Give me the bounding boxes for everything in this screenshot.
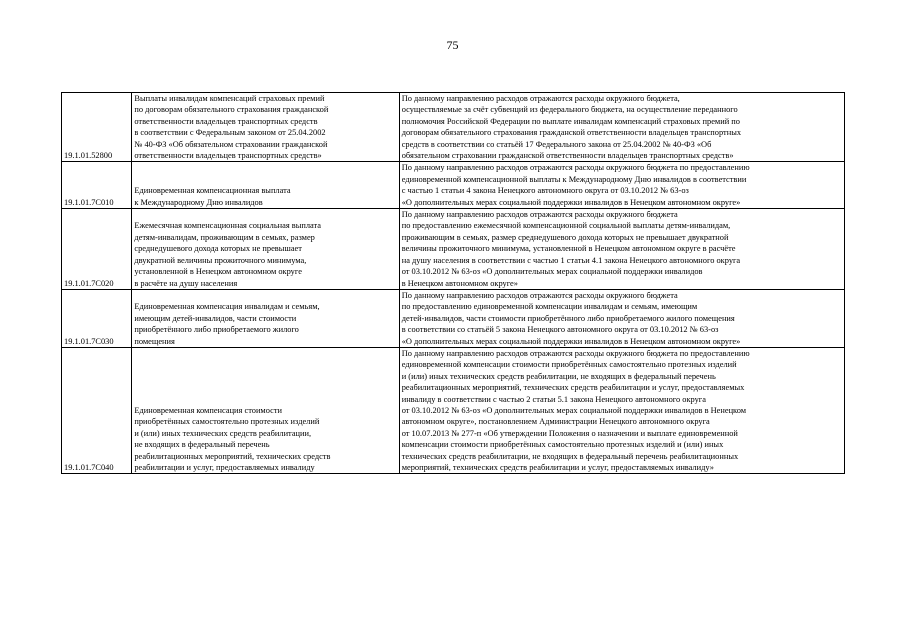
expense-description-line: в Ненецком автономном округе» — [401, 278, 518, 288]
expense-name-line: Единовременная компенсационная выплата — [134, 186, 291, 196]
page-number: 75 — [446, 38, 459, 52]
expense-name-cell — [132, 209, 399, 290]
expense-description-line: в соответствии со статьёй 5 закона Ненецкого автономного округа от 03.10.2012 № 63-оз — [401, 325, 719, 335]
expense-description-cell — [399, 209, 844, 290]
expense-name-line: по договорам обязательного страхования гражданской — [134, 105, 329, 115]
budget-classification-table — [61, 92, 845, 474]
expense-description-cell — [399, 162, 844, 209]
expense-description-line: по предоставлению ежемесячной компенсационной социальной выплаты детям-инвалидам, — [401, 221, 731, 231]
expense-name-line: реабилитационных мероприятий, технических средств — [134, 451, 331, 461]
expense-description-line: от 03.10.2012 № 63-оз «О дополнительных мерах социальной поддержки инвалидов — [401, 267, 703, 277]
expense-description-line: компенсации стоимости приобретённых самостоятельно протезных изделий и (или) иных — [401, 440, 724, 450]
expense-name-line: Ежемесячная компенсационная социальная выплата — [134, 221, 322, 231]
expense-name-line: приобретённого либо приобретаемого жилого — [134, 325, 299, 335]
expense-code-cell: 19.1.01.52800 — [62, 93, 132, 162]
expense-name-line: и (или) иных технических средств реабилитации, — [134, 428, 312, 438]
expense-name-line: двукратной величины прожиточного минимума, — [134, 255, 307, 265]
expense-description-line: проживающим в семьях, размер среднедушевого дохода которых не превышает двукратной — [401, 232, 729, 242]
expense-name-cell — [132, 347, 399, 473]
expense-name-line: имеющим детей-инвалидов, части стоимости — [134, 313, 297, 323]
expense-name-line: ответственности владельцев транспортных средств» — [134, 151, 322, 161]
expense-name-line: реабилитации и услуг, предоставляемых инвалиду — [134, 463, 315, 472]
expense-name-line: № 40-ФЗ «Об обязательном страховании гражданской — [134, 139, 328, 149]
expense-description-line: По данному направлению расходов отражаются расходы окружного бюджета по предоставлению — [401, 348, 750, 358]
expense-description-line: технических средств реабилитации, не входящих в федеральный перечень реабилитационных — [401, 451, 739, 461]
expense-description-line: и (или) иных технических средств реабилитации, не входящих в федеральный перечень — [401, 371, 716, 381]
expense-description-line: величины прожиточного минимума, установленной в Ненецком автономном округе в расчёте — [401, 244, 736, 254]
expense-description-line: «О дополнительных мерах социальной поддержки инвалидов в Ненецком автономном округе» — [401, 197, 741, 207]
expense-description-line: По данному направлению расходов отражаются расходы окружного бюджета, — [401, 94, 680, 103]
expense-description-cell — [399, 347, 844, 473]
expense-description-line: реабилитационных мероприятий, технических средств реабилитации и услуг, предоставляемых — [401, 383, 745, 393]
expense-description-line: на душу населения в соответствии с частью 1 статьи 4.1 закона Ненецкого автономного округа — [401, 255, 741, 265]
expense-description-line: от 03.10.2012 № 63-оз «О дополнительных мерах социальной поддержки инвалидов в Ненецком — [401, 405, 747, 415]
table-row — [62, 289, 845, 347]
expense-code-cell: 19.1.01.7С030 — [62, 289, 132, 347]
expense-description-line: инвалиду в соответствии с частью 2 статьи 5.1 закона Ненецкого автономного округа — [401, 394, 706, 404]
table-row — [62, 162, 845, 209]
expense-name-line: приобретённых самостоятельно протезных изделий — [134, 417, 320, 427]
expense-description-line: По данному направлению расходов отражаются расходы окружного бюджета по предоставлению — [401, 163, 750, 173]
expense-description-line: По данному направлению расходов отражаются расходы окружного бюджета — [401, 290, 678, 300]
expense-code-cell: 19.1.01.7С020 — [62, 209, 132, 290]
expense-description-line: обязательном страховании гражданской ответственности владельцев транспортных средств» — [401, 151, 734, 161]
expense-description-line: автономном округе», постановлением Администрации Ненецкого автономного округа — [401, 417, 710, 427]
expense-description-line: По данному направлению расходов отражаются расходы окружного бюджета — [401, 210, 678, 220]
expense-description-line: от 10.07.2013 № 277-п «Об утверждении Положения о назначении и выплате единовременной — [401, 428, 738, 438]
expense-code-cell: 19.1.01.7С010 — [62, 162, 132, 209]
expense-name-cell — [132, 93, 399, 162]
expense-description-line: с частью 1 статьи 4 закона Ненецкого автономного округа от 03.10.2012 № 63-оз — [401, 186, 689, 196]
expense-name-line: не входящих в федеральный перечень — [134, 440, 270, 450]
expense-code-cell: 19.1.01.7С040 — [62, 347, 132, 473]
expense-name-line: Выплаты инвалидам компенсаций страховых премий — [134, 94, 325, 103]
expense-name-cell — [132, 289, 399, 347]
expense-name-line: в расчёте на душу населения — [134, 278, 238, 288]
expense-description-line: по предоставлению единовременной компенсации инвалидам и семьям, имеющим — [401, 302, 698, 312]
expense-name-line: в соответствии с Федеральным законом от 25.04.2002 — [134, 128, 326, 138]
expense-description-line: единовременной компенсации стоимости приобретённых самостоятельно протезных изделий — [401, 360, 737, 370]
table-row — [62, 93, 845, 162]
expense-name-line: ответственности владельцев транспортных средств — [134, 116, 318, 126]
expense-name-line: Единовременная компенсация инвалидам и семьям, — [134, 302, 320, 312]
expense-name-line: к Международному Дню инвалидов — [134, 197, 263, 207]
expense-name-line: детям-инвалидам, проживающим в семьях, размер — [134, 232, 315, 242]
expense-name-cell — [132, 162, 399, 209]
expense-description-line: осуществляемые за счёт субвенций из федерального бюджета, на осуществление переданного — [401, 105, 738, 115]
expense-description-line: «О дополнительных мерах социальной поддержки инвалидов в Ненецком автономном округе» — [401, 336, 741, 346]
expense-description-line: детей-инвалидов, части стоимости приобретённого либо приобретаемого жилого помещения — [401, 313, 735, 323]
expense-name-line: Единовременная компенсация стоимости — [134, 405, 282, 415]
expense-description-line: единовременной компенсационной выплаты к Международному Дню инвалидов в соответствии — [401, 174, 747, 184]
table-row — [62, 347, 845, 473]
expense-description-line: средств в соответствии со статьёй 17 Федерального закона от 25.04.2002 № 40-ФЗ «Об — [401, 139, 712, 149]
expense-description-line: договорам обязательного страхования гражданской ответственности владельцев транспортных — [401, 128, 742, 138]
expense-name-line: установленной в Ненецком автономном округе — [134, 267, 302, 277]
expense-name-line: среднедушевого дохода которых не превышает — [134, 244, 302, 254]
expense-description-cell — [399, 289, 844, 347]
expense-description-line: мероприятий, технических средств реабилитации и услуг, предоставляемых инвалиду» — [401, 463, 714, 472]
expense-description-line: полномочия Российской Федерации по выплате инвалидам компенсаций страховых премий по — [401, 116, 740, 126]
table-row — [62, 209, 845, 290]
expense-name-line: помещения — [134, 336, 175, 346]
expense-description-cell — [399, 93, 844, 162]
